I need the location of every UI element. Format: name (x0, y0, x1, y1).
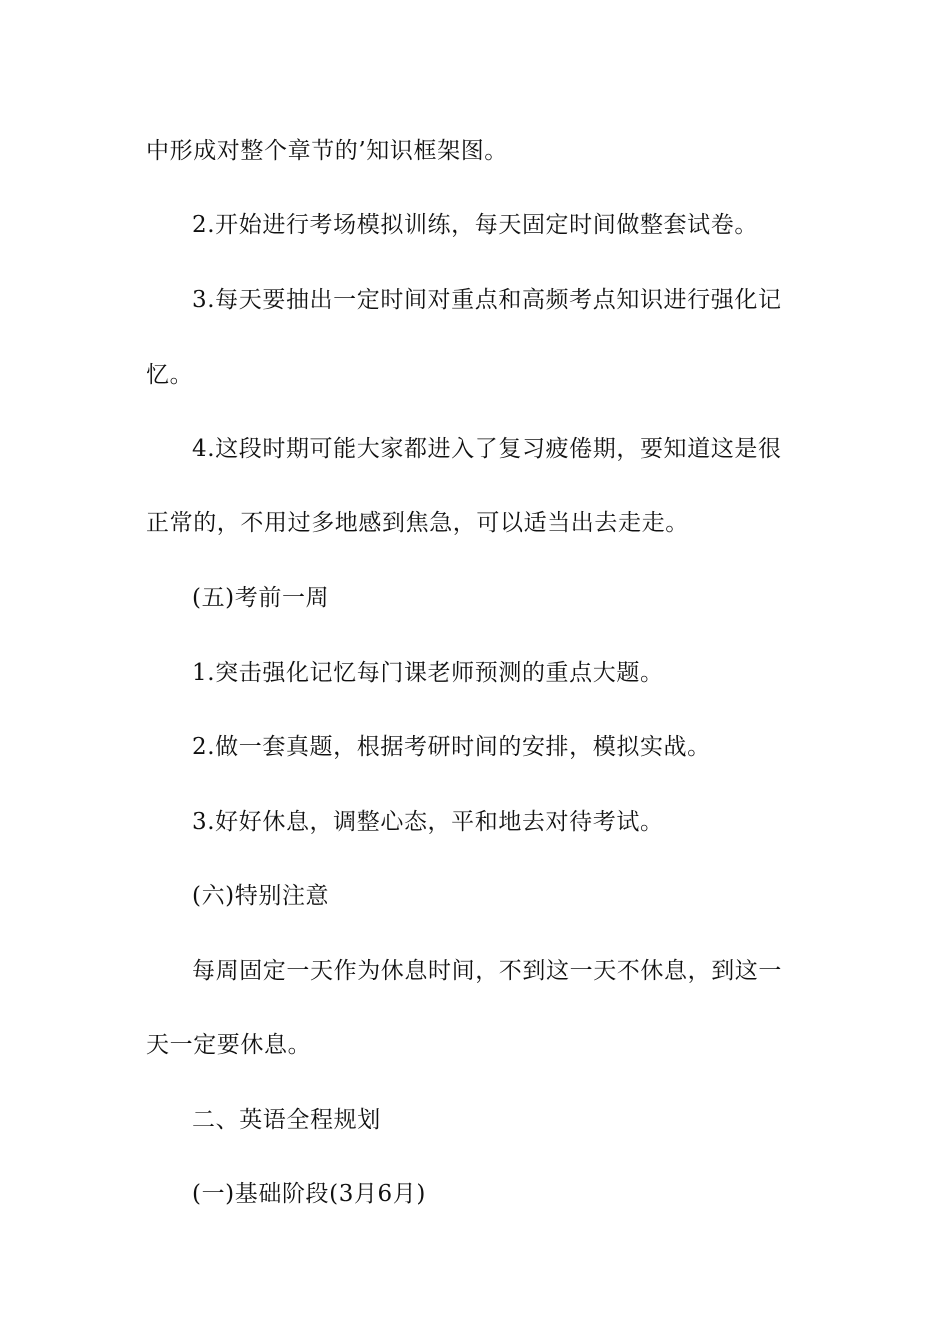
text-line: 2.做一套真题，根据考研时间的安排，模拟实战。 (192, 734, 711, 760)
text-line: 忆。 (146, 362, 194, 388)
text-line: 每周固定一天作为休息时间，不到这一天不休息，到这一 (192, 958, 782, 984)
text-line: 1.突击强化记忆每门课老师预测的重点大题。 (192, 660, 664, 686)
text-line: 正常的，不用过多地感到焦急，可以适当出去走走。 (146, 510, 689, 536)
text-line: 中形成对整个章节的’知识框架图。 (146, 138, 508, 164)
text-line: 3.好好休息，调整心态，平和地去对待考试。 (192, 809, 664, 835)
text-line: 天一定要休息。 (146, 1032, 312, 1058)
section-heading: (五)考前一周 (192, 585, 330, 611)
text-line: 4.这段时期可能大家都进入了复习疲倦期，要知道这是很 (192, 436, 782, 462)
text-line: 3.每天要抽出一定时间对重点和高频考点知识进行强化记 (192, 287, 782, 313)
section-heading: (六)特别注意 (192, 883, 330, 909)
section-heading: 二、英语全程规划 (192, 1107, 381, 1133)
section-heading: (一)基础阶段(3月6月) (192, 1181, 426, 1207)
text-line: 2.开始进行考场模拟训练，每天固定时间做整套试卷。 (192, 212, 758, 238)
